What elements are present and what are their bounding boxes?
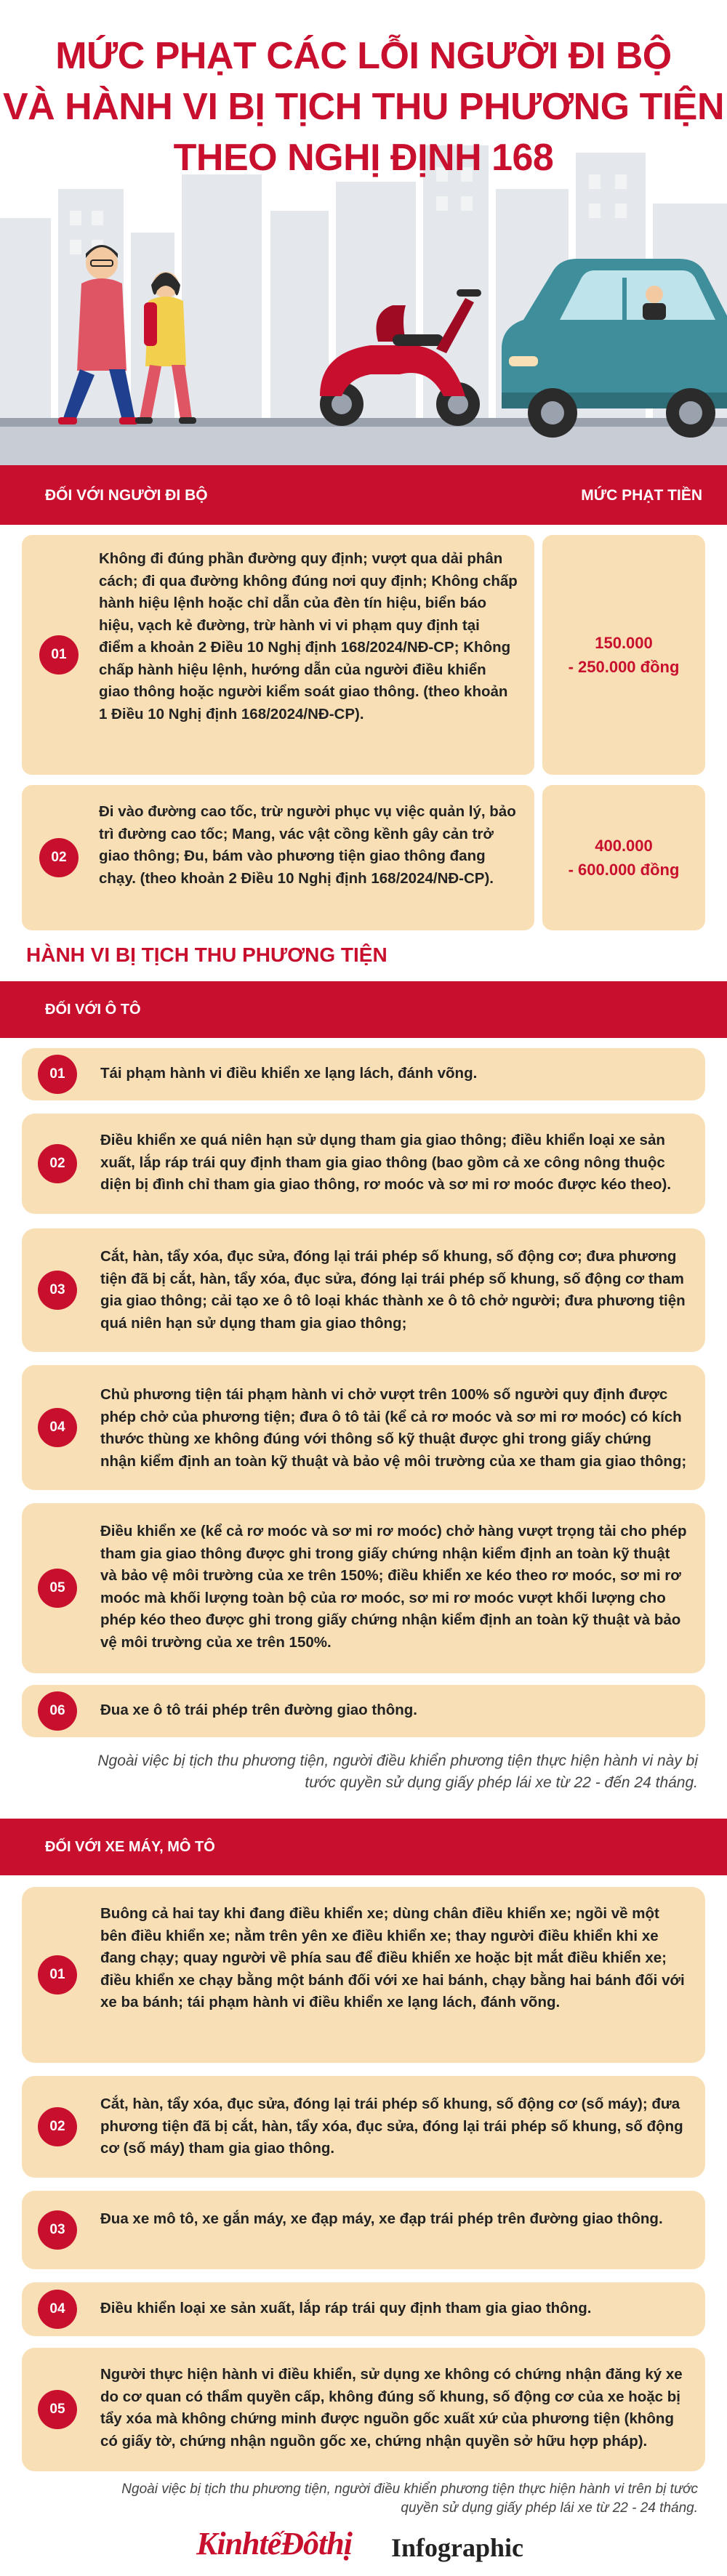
- item-text: Cắt, hàn, tẩy xóa, đục sửa, đóng lại trái phép số khung, số động cơ (số máy); đưa phương tiện đã bị cắt, hàn, tẩy xóa, đục sửa, đóng lại trái phép số khung, số động cơ (số máy) tham gia giao thông.: [100, 2096, 683, 2157]
- pedestrian-table-header: [0, 465, 727, 525]
- title-line-1: MỨC PHẠT CÁC LỖI NGƯỜI ĐI BỘ: [55, 35, 672, 77]
- fine-amount-max: - 250.000 đồng: [568, 658, 680, 676]
- header-pedestrian: ĐỐI VỚI NGƯỜI ĐI BỘ: [45, 487, 208, 504]
- item-number-badge: 01: [38, 1055, 77, 1094]
- item-number-badge: 03: [38, 1271, 77, 1310]
- item-text: Điều khiển xe (kể cả rơ moóc và sơ mi rơ moóc) chở hàng vượt trọng tải cho phép tham gia giao thông được ghi trong giấy chứng nhận kiểm định an toàn kỹ thuật và bảo vệ môi trường của xe trên 150%; điều khiển xe kéo theo rơ moóc, sơ mi rơ moóc mà khối lượng toàn bộ của rơ moóc, sơ mi rơ moóc vượt khối lượng cho phép kéo theo được ghi trong giấy chứng nhận kiểm định an toàn kỹ thuật và bảo vệ môi trường của xe trên 150%.: [100, 1523, 687, 1651]
- item-text: Điều khiển loại xe sản xuất, lắp ráp trái quy định tham gia giao thông.: [100, 2300, 592, 2317]
- item-text: Buông cả hai tay khi đang điều khiển xe; dùng chân điều khiển xe; ngồi về một bên điều khiển xe; nằm trên yên xe điều khiển xe; thay người điều khiển khi xe đang chạy; quay người về phía sau để điều khiển xe hoặc bịt mắt điều khiển xe; điều khiển xe chạy bằng một bánh đối với xe hai bánh, chạy bằng hai bánh đối với xe ba bánh; tái phạm hành vi điều khiển xe lạng lách, đánh võng.: [100, 1905, 685, 2011]
- car-item: [22, 1114, 705, 1214]
- car-item: [22, 1365, 705, 1490]
- item-number-badge: 02: [38, 2107, 77, 2146]
- item-text: Chủ phương tiện tái phạm hành vi chở vượt trên 100% số người quy định được phép chở của phương tiện; đưa ô tô tải (kể cả rơ moóc và sơ mi rơ moóc) có kích thước thùng xe không đúng với thông số kỹ thuật được ghi trong giấy chứng nhận kiểm định an toàn kỹ thuật và bảo vệ môi trường của xe tham gia giao thông;: [100, 1386, 687, 1470]
- footer-brand: [0, 2508, 727, 2576]
- fine-amount-card: [542, 535, 705, 775]
- car-section-header: [0, 981, 727, 1038]
- moto-item: [22, 2282, 705, 2336]
- fine-amount-card: [542, 785, 705, 930]
- title-line-2: VÀ HÀNH VI BỊ TỊCH THU PHƯƠNG TIỆN: [2, 86, 725, 128]
- pedestrian-fine-row: [22, 785, 705, 930]
- moto-item: [22, 1887, 705, 2063]
- fine-amount-min: 150.000: [595, 634, 653, 652]
- item-number-badge: 03: [38, 2210, 77, 2250]
- road: [0, 425, 727, 465]
- row-number-badge: 02: [39, 838, 79, 877]
- fine-description-card: [22, 785, 534, 930]
- brand-logo: KinhtếĐôthị: [196, 2526, 352, 2561]
- moto-item: [22, 2348, 705, 2471]
- car-item: [22, 1503, 705, 1673]
- car-section-label: ĐỐI VỚI Ô TÔ: [45, 1002, 141, 1018]
- moto-item: [22, 2191, 705, 2269]
- fine-amount-max: - 600.000 đồng: [568, 861, 680, 879]
- item-text: Đua xe mô tô, xe gắn máy, xe đạp máy, xe đạp trái phép trên đường giao thông.: [100, 2210, 663, 2227]
- header-fine-amount: MỨC PHẠT TIỀN: [581, 487, 702, 504]
- row-number-badge: 01: [39, 635, 79, 675]
- pedestrian-fine-row: [22, 535, 705, 775]
- item-number-badge: 04: [38, 2290, 77, 2329]
- fine-description-text: Không đi đúng phần đường quy định; vượt qua dải phân cách; đi qua đường không đúng nơi quy định; Không chấp hành hiệu lệnh hoặc chỉ dẫn của đèn tín hiệu, biển báo hiệu, vạch kẻ đường, trừ hành vi vi phạm quy định tại điểm a khoản 2 Điều 10 Nghị định 168/2024/NĐ-CP; Không chấp hành hiệu lệnh, hướng dẫn của người điều khiển giao thông hoặc người kiểm soát giao thông. (theo khoản 1 Điều 10 Nghị định 168/2024/NĐ-CP).: [99, 550, 518, 723]
- moto-item: [22, 2076, 705, 2178]
- fine-description-card: [22, 535, 534, 775]
- car-item: [22, 1228, 705, 1352]
- moto-section-label: ĐỐI VỚI XE MÁY, MÔ TÔ: [45, 1839, 215, 1855]
- fine-description-text: Đi vào đường cao tốc, trừ người phục vụ việc quản lý, bảo trì đường cao tốc; Mang, vác vật cồng kềnh gây cản trở giao thông; Đu, bám vào phương tiện giao thông đang chạy. (theo khoản 2 Điều 10 Nghị định 168/2024/NĐ-CP).: [99, 803, 516, 887]
- fine-amount-min: 400.000: [595, 837, 653, 855]
- item-text: Người thực hiện hành vi điều khiển, sử dụng xe không có chứng nhận đăng ký xe do cơ quan có thẩm quyền cấp, không đúng số khung, số động cơ của xe hoặc bị tẩy xóa mà không chứng minh được nguồn gốc xuất xứ của phương tiện (không có giấy tờ, chứng nhận nguồn gốc xe, chứng nhận quyền sở hữu hợp pháp).: [100, 2366, 683, 2450]
- item-number-badge: 06: [38, 1691, 77, 1731]
- item-number-badge: 05: [38, 1569, 77, 1608]
- item-text: Điều khiển xe quá niên hạn sử dụng tham gia giao thông; điều khiển loại xe sản xuất, lắp ráp trái quy định tham gia giao thông (bao gồm cả xe công nông thuộc diện bị đình chỉ tham gia giao thông, rơ moóc và sơ mi rơ moóc được kéo theo).: [100, 1132, 672, 1193]
- item-text: Cắt, hàn, tẩy xóa, đục sửa, đóng lại trái phép số khung, số động cơ; đưa phương tiện đã bị cắt, hàn, tẩy xóa, đục sửa, đóng lại trái phép số khung, số động cơ tham gia giao thông; cải tạo xe ô tô loại khác thành xe ô tô chở người; đưa phương tiện quá niên hạn sử dụng tham gia giao thông;: [100, 1248, 686, 1332]
- item-number-badge: 01: [38, 1955, 77, 1995]
- title-line-3: THEO NGHỊ ĐỊNH 168: [173, 137, 554, 179]
- car-item: [22, 1048, 705, 1100]
- moto-penalty-note: Ngoài việc bị tịch thu phương tiện, người điều khiển phương tiện thực hiện hành vi trên bị tước quyền sử dụng giấy phép lái xe từ 22 - 24 tháng.: [121, 2482, 698, 2516]
- moto-section-header: [0, 1819, 727, 1875]
- car-penalty-note: Ngoài việc bị tịch thu phương tiện, người điều khiển phương tiện thực hiện hành vi này bị tước quyền sử dụng giấy phép lái xe từ 22 - đến 24 tháng.: [97, 1752, 698, 1791]
- item-number-badge: 05: [38, 2390, 77, 2429]
- item-text: Đua xe ô tô trái phép trên đường giao thông.: [100, 1702, 417, 1718]
- brand-suffix: Infographic: [391, 2533, 524, 2562]
- item-number-badge: 02: [38, 1144, 77, 1183]
- page-title: [0, 0, 727, 183]
- item-number-badge: 04: [38, 1408, 77, 1447]
- hero-banner: [0, 0, 727, 465]
- confiscation-heading: HÀNH VI BỊ TỊCH THU PHƯƠNG TIỆN: [26, 943, 387, 966]
- item-text: Tái phạm hành vi điều khiển xe lạng lách, đánh võng.: [100, 1065, 478, 1082]
- car-item: [22, 1685, 705, 1737]
